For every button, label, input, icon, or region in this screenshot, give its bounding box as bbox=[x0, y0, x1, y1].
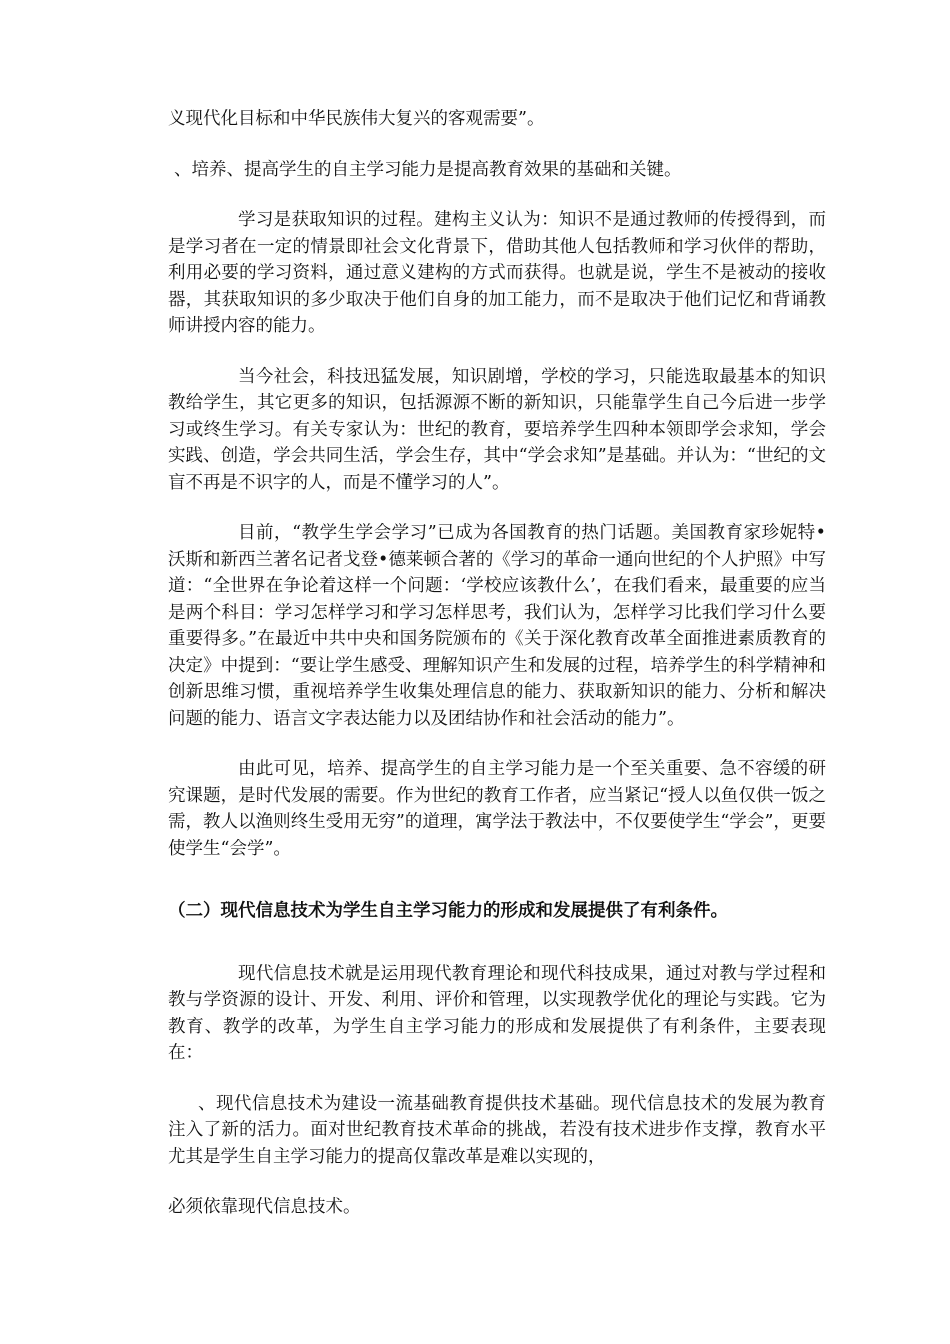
section-heading: （二）现代信息技术为学生自主学习能力的形成和发展提供了有利条件。 bbox=[168, 901, 728, 921]
it-definition-paragraph: 现代信息技术就是运用现代教育理论和现代科技成果，通过对教与学过程和教与学资源的设计、开发、利用、评价和管理，以实现教学优化的理论与实践。它为教育、教学的改革，为学生自主学习能力的形成和发展提供了有利条件，主要表现在： bbox=[168, 963, 826, 1063]
intro-tail-paragraph: 义现代化目标和中华民族伟大复兴的客观需要”。 bbox=[168, 109, 545, 129]
conclusion-paragraph: 由此可见，培养、提高学生的自主学习能力是一个至关重要、急不容缓的研究课题，是时代发展的需要。作为世纪的教育工作者，应当紧记“授人以鱼仅供一饭之需，教人以渔则终生受用无穷”的道理，寓学法于教法中，不仅要使学生“学会”，更要使学生“会学”。 bbox=[168, 759, 826, 859]
current-paragraph: 目前，“教学生学会学习”已成为各国教育的热门话题。美国教育家珍妮特•沃斯和新西兰著名记者戈登•德莱顿合著的《学习的革命一通向世纪的个人护照》中写道：“全世界在争论着这样一个问题：‘学校应该教什么’，在我们看来，最重要的应当是两个科目：学习怎样学习和学习怎样思考，我们认为，怎样学习比我们学习什么要重要得多。”在最近中共中央和国务院颁布的《关于深化教育改革全面推进素质教育的决定》中提到：“要让学生感受、理解知识产生和发展的过程，培养学生的科学精神和创新思维习惯，重视培养学生收集处理信息的能力、获取新知识的能力、分析和解决问题的能力、语言文字表达能力以及团结协作和社会活动的能力”。 bbox=[168, 523, 826, 729]
document-page bbox=[168, 106, 826, 1221]
item-b-paragraph: 、培养、提高学生的自主学习能力是提高教育效果的基础和关键。 bbox=[174, 159, 682, 180]
learning-paragraph: 学习是获取知识的过程。建构主义认为：知识不是通过教师的传授得到，而是学习者在一定的情景即社会文化背景下，借助其他人包括教师和学习伙伴的帮助，利用必要的学习资料，通过意义建构的方式而获得。也就是说，学生不是被动的接收器，其获取知识的多少取决于他们自身的加工能力，而不是取决于他们记忆和背诵教师讲授内容的能力。 bbox=[168, 210, 826, 336]
it-item-paragraph: 、现代信息技术为建设一流基础教育提供技术基础。现代信息技术的发展为教育注入了新的活力。面对世纪教育技术革命的挑战，若没有技术进步作支撑，教育水平尤其是学生自主学习能力的提高仅靠改革是难以实现的， bbox=[168, 1093, 826, 1167]
it-tail-paragraph: 必须依靠现代信息技术。 bbox=[168, 1197, 361, 1217]
society-paragraph: 当今社会，科技迅猛发展，知识剧增，学校的学习，只能选取最基本的知识教给学生，其它更多的知识，包括源源不断的新知识，只能靠学生自己今后进一步学习或终生学习。有关专家认为：世纪的教育，要培养学生四种本领即学会求知，学会实践、创造，学会共同生活，学会生存，其中“学会求知”是基础。并认为：“世纪的文盲不再是不识字的人，而是不懂学习的人”。 bbox=[168, 366, 826, 493]
